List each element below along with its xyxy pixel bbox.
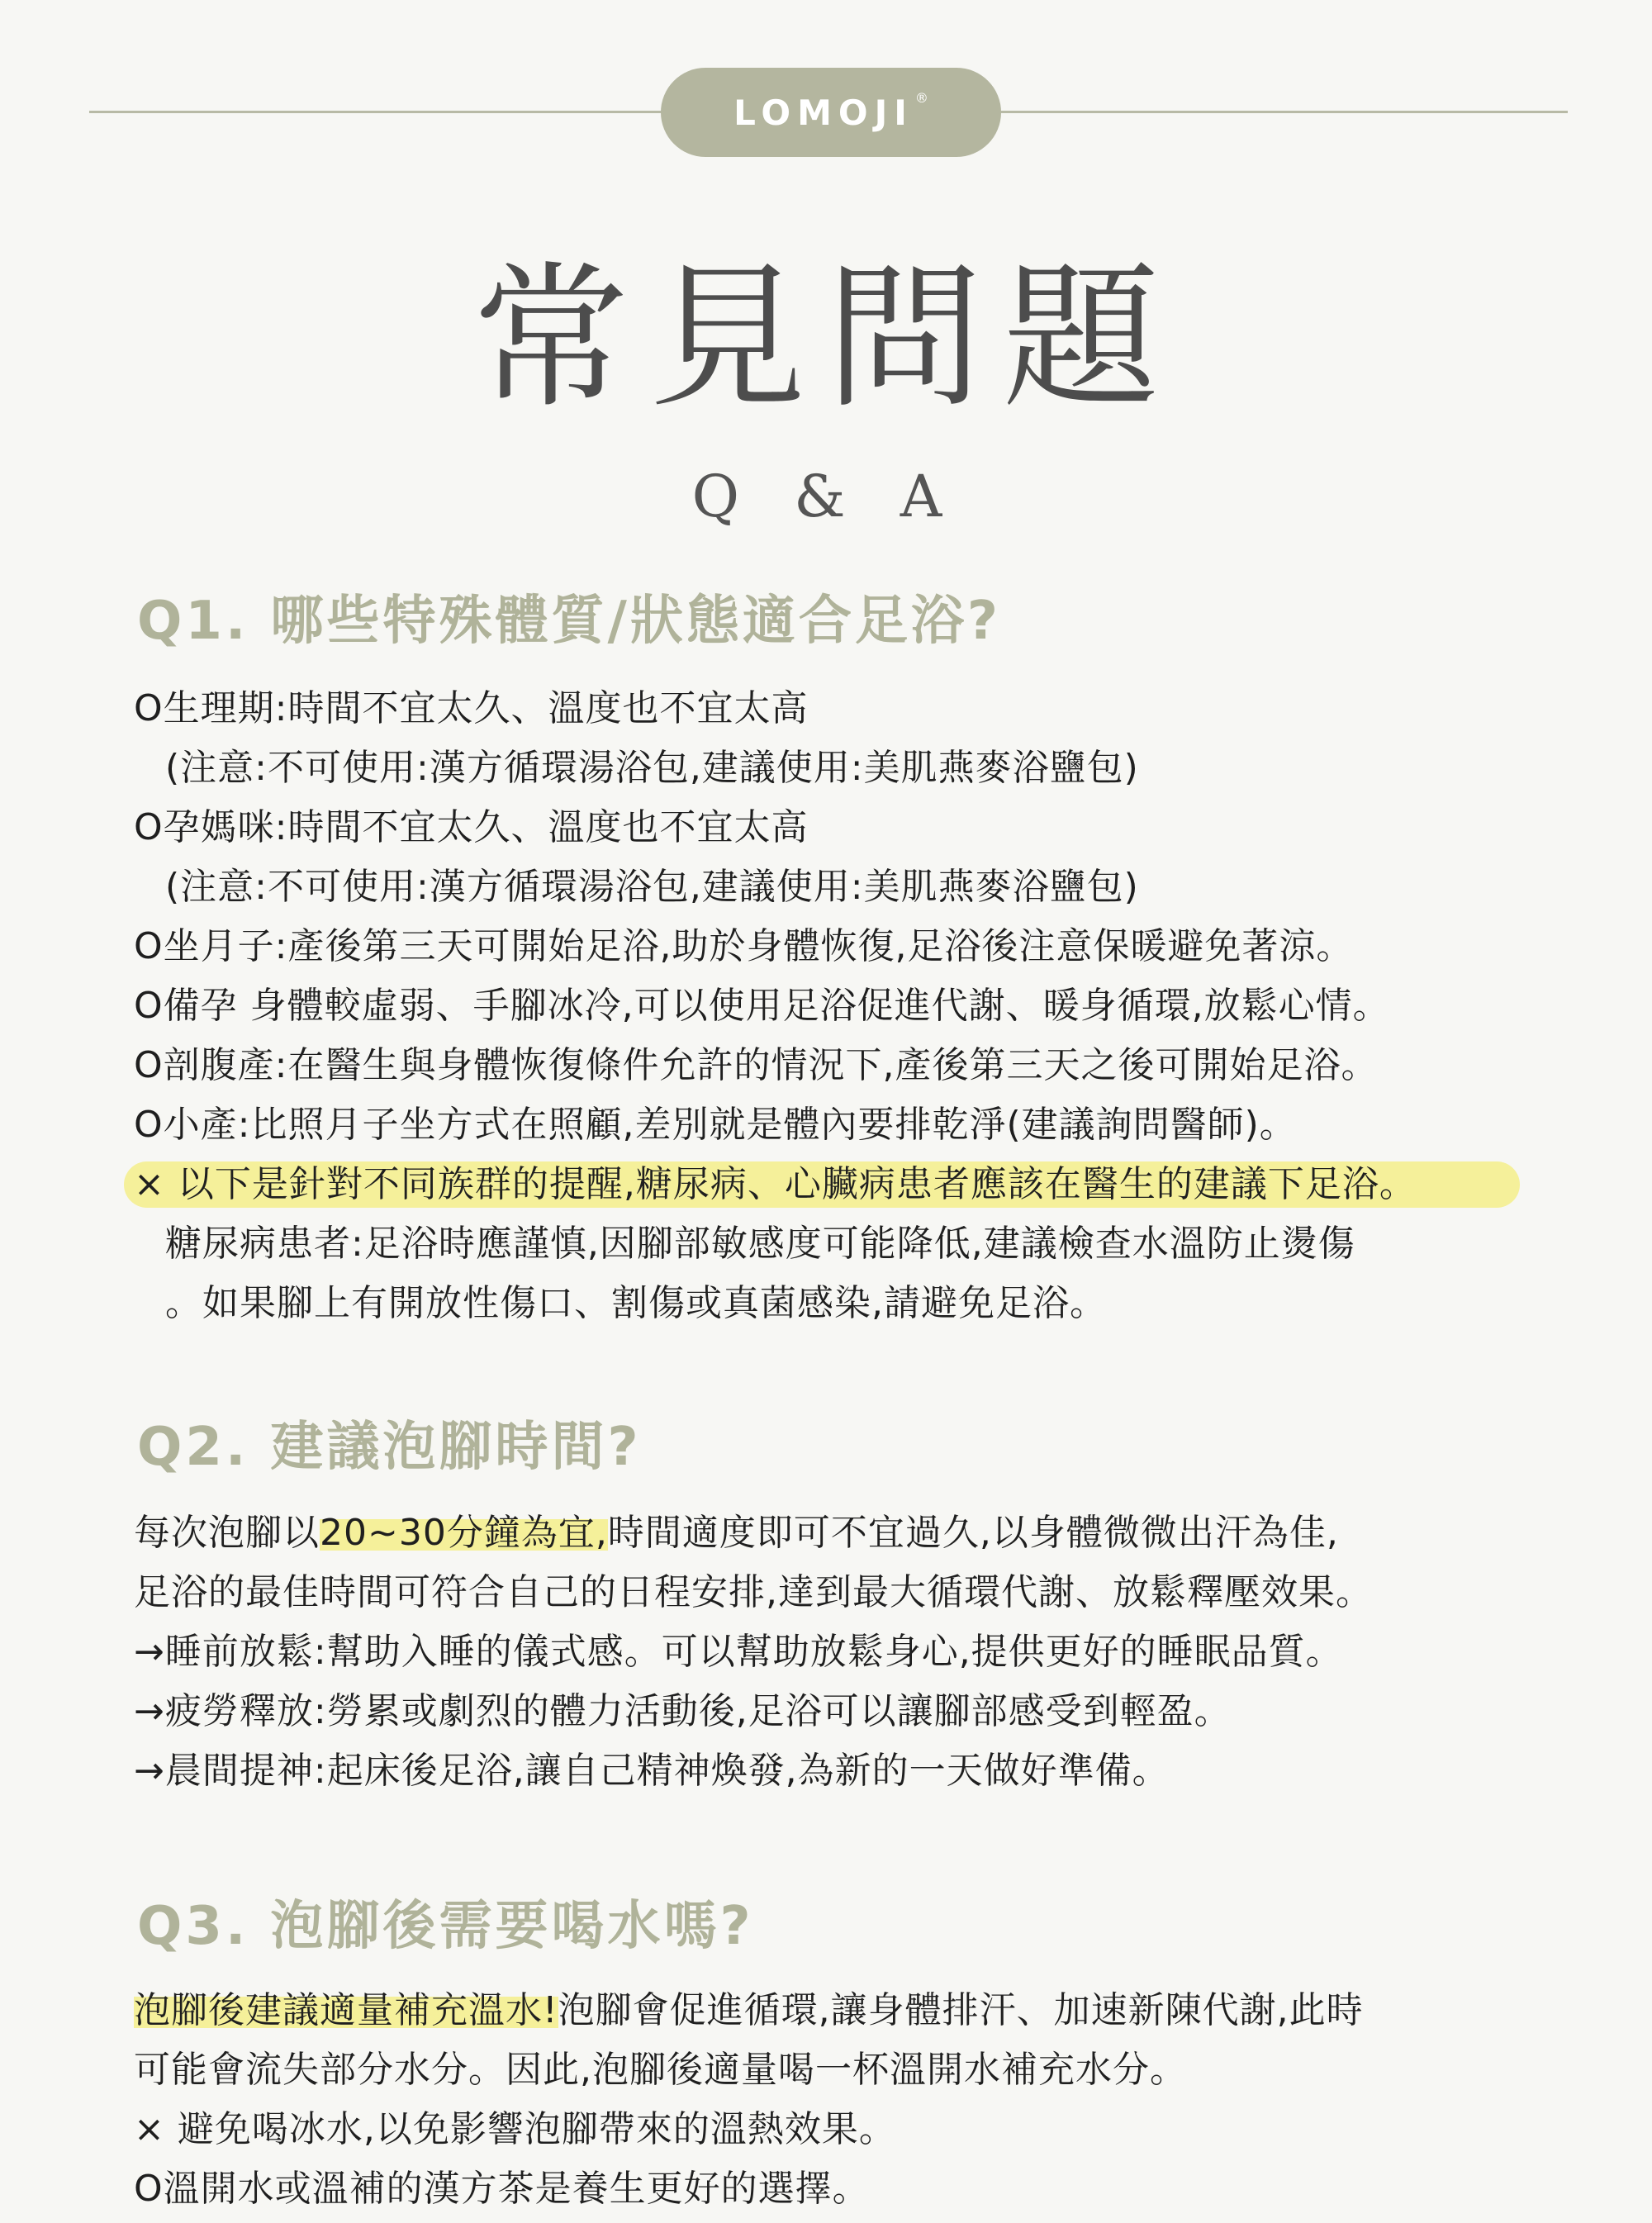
q2-line — [134, 1508, 1339, 1558]
header — [0, 0, 1652, 165]
q3-line1-post: 泡腳會促進循環,讓身體排汗、加速新陳代謝,此時 — [558, 1989, 1364, 2031]
q1-line: O坐月子:產後第三天可開始足浴,助於身體恢復,足浴後注意保暖避免著涼。 — [134, 925, 1354, 967]
q2-line: 足浴的最佳時間可符合自己的日程安排,達到最大循環代謝、放鬆釋壓效果。 — [134, 1571, 1373, 1613]
q3-line: × 避免喝冰水,以免影響泡腳帶來的溫熱效果。 — [134, 2108, 896, 2150]
header-rule-right — [1001, 111, 1568, 113]
q1-line: O孕媽咪:時間不宜太久、溫度也不宜太高 — [134, 806, 809, 848]
page-subtitle: Q & A — [691, 463, 961, 530]
q2-line: →睡前放鬆:幫助入睡的儀式感。可以幫助放鬆身心,提供更好的睡眠品質。 — [134, 1631, 1343, 1673]
q1-line: O剖腹產:在醫生與身體恢復條件允許的情況下,產後第三天之後可開始足浴。 — [134, 1044, 1379, 1086]
q1-line: O備孕 身體較虛弱、手腳冰冷,可以使用足浴促進代謝、暖身循環,放鬆心情。 — [134, 985, 1390, 1027]
q1-line: (注意:不可使用:漢方循環湯浴包,建議使用:美肌燕麥浴鹽包) — [165, 866, 1139, 908]
brand-name: LOMOJI — [733, 92, 914, 133]
header-rule-left — [89, 111, 667, 113]
q3-line: O溫開水或溫補的漢方茶是養生更好的選擇。 — [134, 2168, 870, 2210]
q3-line: 可能會流失部分水分。因此,泡腳後適量喝一杯溫開水補充水分。 — [134, 2049, 1187, 2091]
q1-warning-line: × 以下是針對不同族群的提醒,糖尿病、心臟病患者應該在醫生的建議下足浴。 — [134, 1163, 1417, 1205]
q3-line — [134, 1986, 1364, 2035]
q1-line: O生理期:時間不宜太久、溫度也不宜太高 — [134, 687, 809, 729]
q2-highlight: 20~30分鐘為宜, — [320, 1512, 608, 1554]
q2-line1-pre: 每次泡腳以 — [134, 1512, 320, 1554]
q2-line: →晨間提神:起床後足浴,讓自己精神煥發,為新的一天做好準備。 — [134, 1750, 1170, 1792]
q2-line1-post: 時間適度即可不宜過久,以身體微微出汗為佳, — [607, 1512, 1339, 1554]
q1-line: 糖尿病患者:足浴時應謹慎,因腳部敏感度可能降低,建議檢查水溫防止燙傷 — [165, 1223, 1355, 1265]
q3-heading: Q3. 泡腳後需要喝水嗎? — [137, 1896, 754, 1957]
q1-line: 。如果腳上有開放性傷口、割傷或真菌感染,請避免足浴。 — [165, 1282, 1107, 1324]
q3-highlight: 泡腳後建議適量補充溫水! — [134, 1989, 558, 2031]
brand-logo — [661, 68, 1001, 157]
q2-line: →疲勞釋放:勞累或劇烈的體力活動後,足浴可以讓腳部感受到輕盈。 — [134, 1690, 1232, 1732]
q1-line: (注意:不可使用:漢方循環湯浴包,建議使用:美肌燕麥浴鹽包) — [165, 747, 1139, 789]
q1-line: O小產:比照月子坐方式在照顧,差別就是體內要排乾淨(建議詢問醫師)。 — [134, 1104, 1297, 1146]
page-title: 常見問題 — [472, 247, 1180, 430]
q1-heading: Q1. 哪些特殊體質/狀態適合足浴? — [137, 591, 1002, 652]
q2-heading: Q2. 建議泡腳時間? — [137, 1417, 642, 1478]
brand-reg-mark: ® — [914, 89, 928, 106]
